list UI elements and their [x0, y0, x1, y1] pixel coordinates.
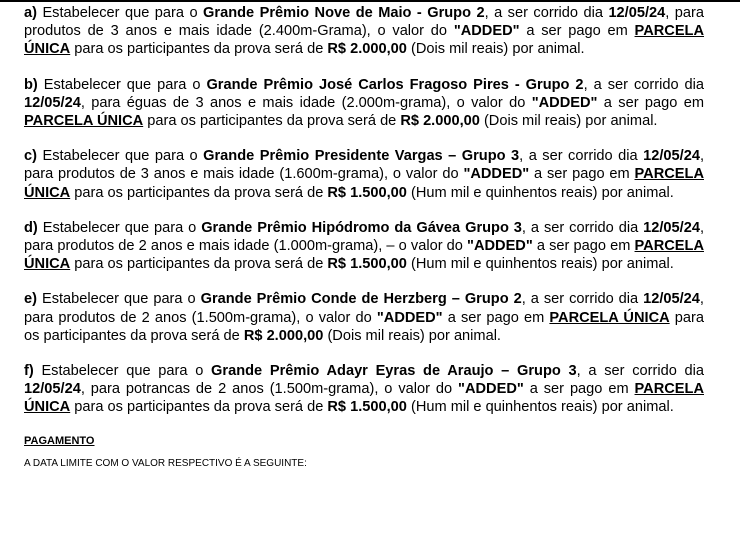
race-name: Grande Prêmio Conde de Herzberg – Grupo 2 [200, 291, 522, 308]
added-label: "ADDED" [458, 381, 524, 398]
added-label: "ADDED" [463, 166, 530, 183]
payment-heading: PAGAMENTO [24, 434, 95, 447]
added-label: "ADDED" [453, 23, 520, 40]
clause-a: a) Estabelecer que para o Grande Prêmio Nove de Maio - Grupo 2, a ser corrido dia 12/05/24, para produtos de 3 anos e mais idade (2.400m-Grama), o valor do "ADDED" a ser pago em PARCELA ÚNICA para os participantes da prova será de R$ 2.000,00 (Dois mil reais) por animal. [24, 5, 705, 58]
race-date: 12/05/24 [643, 148, 700, 165]
clause-b: b) Estabelecer que para o Grande Prêmio José Carlos Fragoso Pires - Grupo 2, a ser corrido dia 12/05/24, para éguas de 3 anos e mais idade (2.000m-grama), o valor do "ADDED" a ser pago em PARCELA ÚNICA para os participantes da prova será de R$ 2.000,00 (Dois mil reais) por animal. [24, 76, 705, 130]
parcela-unica: PARCELA ÚNICA [24, 23, 705, 58]
payment-value: R$ 2.000,00 [243, 327, 324, 344]
clause-f: f) Estabelecer que para o Grande Prêmio Adayr Eyras de Araujo – Grupo 3, a ser corrido dia 12/05/24, para potrancas de 2 anos (1.500m-grama), o valor do "ADDED" a ser pago em PARCELA ÚNICA para os participantes da prova será de R$ 1.500,00 (Hum mil e quinhentos reais) por animal. [24, 363, 705, 416]
clause-e: e) Estabelecer que para o Grande Prêmio Conde de Herzberg – Grupo 2, a ser corrido dia 12/05/24, para produtos de 2 anos (1.500m-grama), o valor do "ADDED" a ser pago em PARCELA ÚNICA para os participantes da prova será de R$ 2.000,00 (Dois mil reais) por animal. [24, 291, 704, 344]
clause-letter: f) [24, 363, 34, 380]
race-name: Grande Prêmio Nove de Maio - Grupo 2 [203, 5, 485, 21]
added-label: "ADDED" [531, 94, 598, 111]
added-label: "ADDED" [467, 238, 533, 255]
payment-value: R$ 1.500,00 [327, 184, 407, 201]
clause-d: d) Estabelecer que para o Grande Prêmio Hipódromo da Gávea Grupo 3, a ser corrido dia 12/05/24, para produtos de 2 anos e mais idade (1.000m-grama), – o valor do "ADDED" a ser pago em PARCELA ÚNICA para os participantes da prova será de R$ 1.500,00 (Hum mil e quinhentos reais) por animal. [24, 219, 704, 273]
clause-letter: c) [24, 148, 37, 165]
race-date: 12/05/24 [24, 381, 81, 398]
added-label: "ADDED" [376, 309, 443, 326]
payment-value: R$ 2.000,00 [327, 41, 407, 58]
payment-value: R$ 1.500,00 [327, 399, 407, 416]
payment-value: R$ 1.500,00 [327, 256, 407, 273]
clause-letter: e) [24, 291, 37, 308]
clause-letter: b) [24, 76, 38, 93]
race-date: 12/05/24 [608, 5, 666, 21]
clause-letter: d) [24, 219, 38, 236]
race-name: Grande Prêmio Presidente Vargas – Grupo 3 [203, 148, 520, 165]
top-rule [0, 0, 740, 2]
race-name: Grande Prêmio Adayr Eyras de Araujo – Grupo 3 [211, 363, 577, 380]
parcela-unica: PARCELA ÚNICA [24, 381, 704, 416]
clause-letter: a) [24, 5, 37, 21]
race-name: Grande Prêmio Hipódromo da Gávea Grupo 3 [201, 219, 522, 236]
race-date: 12/05/24 [24, 94, 81, 111]
parcela-unica: PARCELA ÚNICA [24, 166, 704, 201]
parcela-unica: PARCELA ÚNICA [24, 238, 704, 273]
payment-deadline-line: A DATA LIMITE COM O VALOR RESPECTIVO É A SEGUINTE: [24, 457, 307, 469]
payment-value: R$ 2.000,00 [400, 113, 480, 130]
clause-c: c) Estabelecer que para o Grande Prêmio Presidente Vargas – Grupo 3, a ser corrido dia 12/05/24, para produtos de 3 anos e mais idade (1.600m-grama), o valor do "ADDED" a ser pago em PARCELA ÚNICA para os participantes da prova será de R$ 1.500,00 (Hum mil e quinhentos reais) por animal. [24, 148, 704, 201]
parcela-unica: PARCELA ÚNICA [24, 113, 144, 130]
document-body [24, 4, 704, 470]
race-date: 12/05/24 [643, 291, 700, 308]
parcela-unica: PARCELA ÚNICA [549, 309, 670, 326]
race-name: Grande Prêmio José Carlos Fragoso Pires - Grupo 2 [206, 76, 584, 93]
race-date: 12/05/24 [643, 219, 700, 236]
